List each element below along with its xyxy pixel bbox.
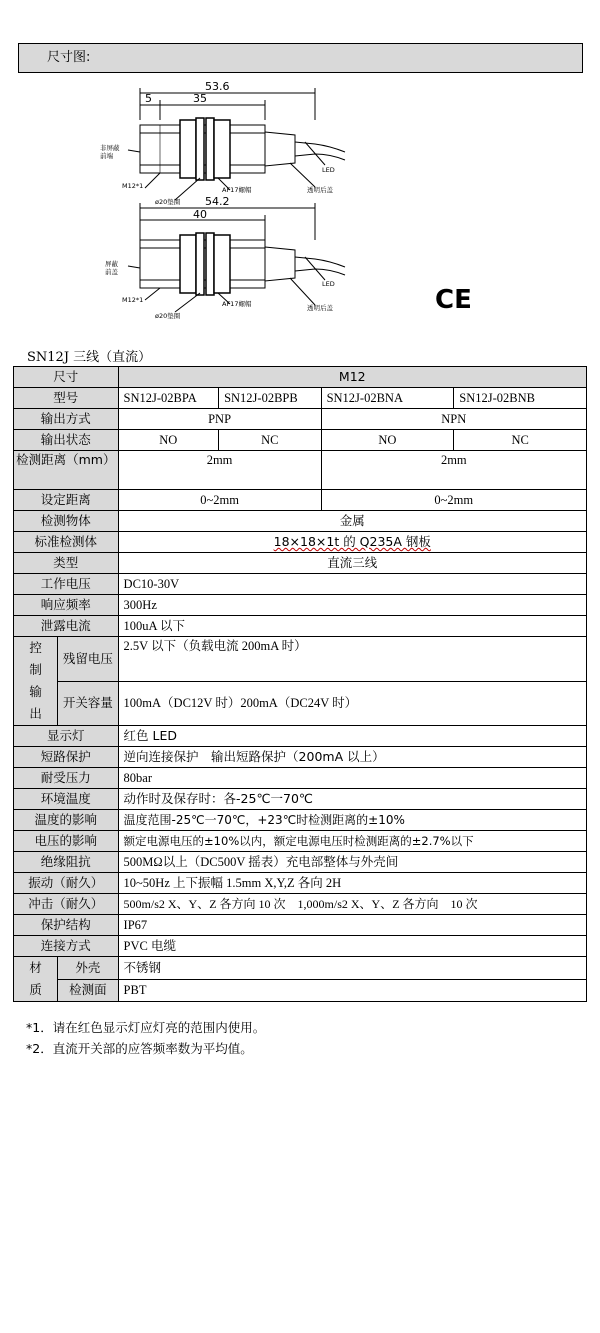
size-label: 尺寸 [14, 367, 119, 388]
indicator-label: 显示灯 [14, 726, 119, 747]
temp-effect-label: 温度的影响 [14, 810, 119, 831]
model-cell: SN12J-02BNA [321, 388, 454, 409]
label-top-led: LED [322, 166, 335, 174]
label-bottom-rear: 透明后盖 [307, 304, 333, 312]
housing-cell: 不锈钢 [118, 957, 586, 980]
freq-cell: 300Hz [118, 595, 586, 616]
model-label: 型号 [14, 388, 119, 409]
structure-cell: IP67 [118, 915, 586, 936]
label-top-rear: 透明后盖 [307, 186, 333, 194]
table-row [14, 553, 587, 574]
table-row [14, 430, 587, 451]
dim-bottom-body: 40 [193, 208, 207, 221]
table-row [14, 637, 587, 682]
output-state-cell: NC [219, 430, 322, 451]
switch-cell: 100mA（DC12V 时）200mA（DC24V 时） [118, 681, 586, 726]
distance-cell: 2mm [321, 451, 586, 490]
table-row [14, 451, 587, 490]
footnote: *2．直流开关部的应答频率数为平均值。 [26, 1041, 253, 1056]
table-subtitle: SN12J 三线（直流） [27, 350, 152, 365]
label-bottom-nut: AF17螺帽 [222, 300, 252, 308]
table-row [14, 616, 587, 637]
label-bottom-thread: M12*1 [122, 296, 144, 304]
object-cell: 金属 [118, 511, 586, 532]
table-row [14, 852, 587, 873]
label-top-thread: M12*1 [122, 182, 144, 190]
dim-bottom-overall: 54.2 [205, 195, 230, 208]
distance-cell: 2mm [118, 451, 321, 490]
type-cell: 直流三线 [118, 553, 586, 574]
protect-label: 短路保护 [14, 747, 119, 768]
label-bottom-shield-2: 前盖 [105, 268, 118, 276]
label-top-shield-1: 非屏蔽 [100, 144, 120, 152]
std-object-cell: 18×18×1t 的 Q235A 钢板 [118, 532, 586, 553]
connection-label: 连接方式 [14, 936, 119, 957]
table-row [14, 681, 587, 726]
set-distance-cell: 0~2mm [118, 490, 321, 511]
footnotes [26, 1017, 265, 1059]
env-temp-cell: 动作时及保存时：各-25℃一70℃ [118, 789, 586, 810]
volt-effect-label: 电压的影响 [14, 831, 119, 852]
type-label: 类型 [14, 553, 119, 574]
residual-cell: 2.5V 以下（负载电流 200mA 时） [118, 637, 586, 682]
housing-label: 外壳 [58, 957, 118, 980]
ce-mark-icon [433, 282, 473, 312]
pressure-cell: 80bar [118, 768, 586, 789]
table-row [14, 367, 587, 388]
dimension-header-title: 尺寸图: [47, 50, 91, 65]
material-label: 材质 [14, 957, 58, 1002]
set-distance-label: 设定距离 [14, 490, 119, 511]
table-row [14, 789, 587, 810]
label-bottom-led: LED [322, 280, 335, 288]
voltage-cell: DC10-30V [118, 574, 586, 595]
set-distance-cell: 0~2mm [321, 490, 586, 511]
dimension-drawing [100, 80, 450, 330]
volt-effect-cell: 额定电源电压的±10%以内，额定电源电压时检测距离的±2.7%以下 [118, 831, 586, 852]
env-temp-label: 环境温度 [14, 789, 119, 810]
table-row [14, 810, 587, 831]
svg-text:CE: CE [435, 285, 472, 312]
face-cell: PBT [118, 979, 586, 1002]
model-cell: SN12J-02BPA [118, 388, 219, 409]
voltage-label: 工作电压 [14, 574, 119, 595]
face-label: 检测面 [58, 979, 118, 1002]
pressure-label: 耐受压力 [14, 768, 119, 789]
table-row [14, 409, 587, 430]
label-bottom-shield-1: 屏蔽 [105, 260, 118, 268]
table-row [14, 873, 587, 894]
label-bottom-washer: ø20垫圈 [155, 312, 181, 320]
table-row [14, 388, 587, 409]
output-mode-cell: NPN [321, 409, 586, 430]
output-mode-label: 输出方式 [14, 409, 119, 430]
table-row [14, 957, 587, 980]
switch-label: 开关容量 [58, 681, 118, 726]
dim-top-overall: 53.6 [205, 80, 230, 93]
table-row [14, 511, 587, 532]
leak-cell: 100uA 以下 [118, 616, 586, 637]
sensor-drawing-top [128, 88, 345, 200]
output-state-cell: NC [454, 430, 587, 451]
table-row [14, 831, 587, 852]
table-row [14, 532, 587, 553]
table-row [14, 595, 587, 616]
distance-label: 检测距离（mm） [14, 451, 119, 490]
table-row [14, 894, 587, 915]
control-output-label: 控制输出 [14, 637, 58, 726]
dimension-header [18, 43, 583, 73]
shock-cell: 500m/s2 X、Y、Z 各方向 10 次 1,000m/s2 X、Y、Z 各方向 10 次 [118, 894, 586, 915]
protect-cell: 逆向连接保护 输出短路保护（200mA 以上） [118, 747, 586, 768]
vibration-label: 振动（耐久） [14, 873, 119, 894]
temp-effect-cell: 温度范围-25℃一70℃，+23℃时检测距离的±10% [118, 810, 586, 831]
output-state-label: 输出状态 [14, 430, 119, 451]
dim-top-offset: 5 [145, 92, 152, 105]
shock-label: 冲击（耐久） [14, 894, 119, 915]
model-cell: SN12J-02BNB [454, 388, 587, 409]
residual-label: 残留电压 [58, 637, 118, 682]
label-top-washer: ø20垫圈 [155, 198, 181, 206]
insulation-label: 绝缘阻抗 [14, 852, 119, 873]
object-label: 检测物体 [14, 511, 119, 532]
indicator-cell: 红色 LED [118, 726, 586, 747]
table-row [14, 979, 587, 1002]
vibration-cell: 10~50Hz 上下振幅 1.5mm X,Y,Z 各向 2H [118, 873, 586, 894]
structure-label: 保护结构 [14, 915, 119, 936]
label-top-shield-2: 前端 [100, 152, 113, 160]
insulation-cell: 500MΩ以上（DC500V 摇表）充电部整体与外壳间 [118, 852, 586, 873]
output-state-cell: NO [118, 430, 219, 451]
sensor-drawing-bottom [128, 203, 345, 312]
leak-label: 泄露电流 [14, 616, 119, 637]
output-state-cell: NO [321, 430, 454, 451]
table-row [14, 936, 587, 957]
std-object-label: 标准检测体 [14, 532, 119, 553]
spec-table [13, 366, 587, 1002]
model-cell: SN12J-02BPB [219, 388, 322, 409]
table-row [14, 915, 587, 936]
label-top-nut: AF17螺帽 [222, 186, 252, 194]
freq-label: 响应频率 [14, 595, 119, 616]
table-row [14, 768, 587, 789]
connection-cell: PVC 电缆 [118, 936, 586, 957]
size-value: M12 [118, 367, 586, 388]
table-row [14, 726, 587, 747]
table-row [14, 747, 587, 768]
dim-top-body: 35 [193, 92, 207, 105]
footnote: *1．请在红色显示灯应灯亮的范围内使用。 [26, 1020, 266, 1035]
table-row [14, 574, 587, 595]
table-row [14, 490, 587, 511]
output-mode-cell: PNP [118, 409, 321, 430]
